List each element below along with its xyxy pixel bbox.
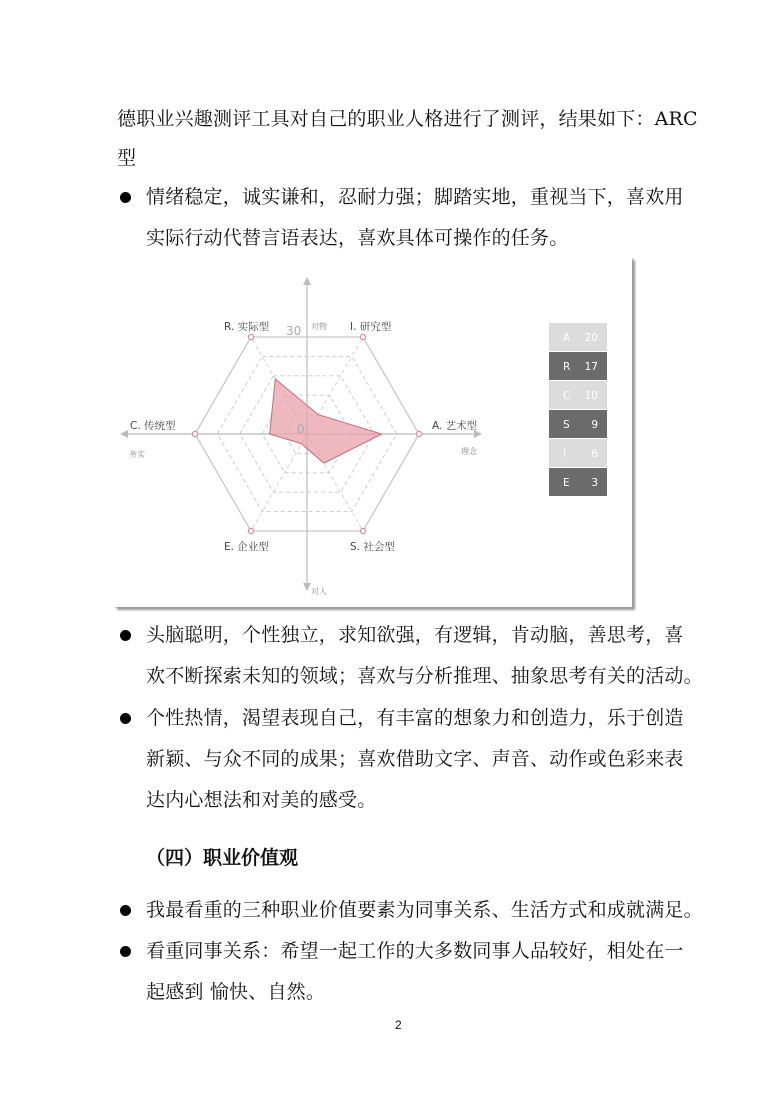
vertex-dot-C (192, 431, 197, 436)
score-cell (549, 468, 607, 496)
vertex-dot-E (248, 528, 253, 533)
axis-bottom-label: 对人 (311, 587, 327, 596)
bullet-1-line-2: 实际行动代替言语表达，喜欢具体可操作的任务。 (146, 227, 569, 249)
arrow-down-icon (303, 583, 311, 591)
score-value: 3 (591, 477, 598, 489)
arrow-up-icon (303, 277, 311, 285)
bullet-dot (120, 905, 131, 916)
bullet-dot (120, 630, 131, 641)
arrow-left-icon (120, 430, 128, 438)
section-heading: （四）职业价值观 (146, 847, 299, 869)
vertex-label-enterprising: E. 企业型 (224, 541, 269, 553)
axis-right-label: 理念 (461, 447, 477, 456)
score-code: I (563, 448, 567, 460)
vertex-label-investigative: I. 研究型 (350, 321, 392, 333)
score-cell (549, 381, 607, 409)
score-cell (549, 323, 607, 351)
bullet-2-line-1: 头脑聪明，个性独立，求知欲强，有逻辑，肯动脑，善思考，喜 (146, 624, 684, 646)
bullet-3-line-2: 新颖、与众不同的成果；喜欢借助文字、声音、动作或色彩来表 (146, 748, 684, 770)
score-value: 20 (584, 332, 598, 344)
score-list (549, 323, 607, 496)
score-code: C (563, 390, 571, 402)
score-code: E (563, 477, 570, 489)
radar-spoke (251, 434, 307, 531)
bullet-5-line-1: 看重同事关系：希望一起工作的大多数同事人品较好，相处在一 (146, 940, 684, 962)
page-number: 2 (395, 1018, 402, 1032)
vertex-dot-S (360, 528, 365, 533)
bullet-dot (120, 713, 131, 724)
bullet-5-line-2: 起感到 愉快、自然。 (146, 981, 326, 1003)
vertex-label-conventional: C. 传统型 (130, 420, 176, 432)
score-code: S (563, 419, 570, 431)
scale-max-label: 30 (286, 324, 302, 338)
axis-top-label: 对物 (311, 322, 327, 331)
radar-data-polygon (270, 379, 382, 463)
bullet-3-line-3: 达内心想法和对美的感受。 (146, 789, 377, 811)
bullet-dot (120, 946, 131, 957)
score-cell (549, 352, 607, 380)
bullet-4-line-1: 我最看重的三种职业价值要素为同事关系、生活方式和成就满足。 (146, 899, 703, 921)
intro-line-2: 型 (117, 147, 137, 169)
score-value: 17 (584, 361, 598, 373)
vertex-dot-A (416, 431, 421, 436)
scale-zero-label: 0 (297, 422, 305, 436)
score-cell (549, 439, 607, 467)
bullet-3-line-1: 个性热情，渴望表现自己，有丰富的想象力和创造力，乐于创造 (146, 707, 684, 729)
axis-left-label: 务实 (129, 450, 145, 459)
vertex-label-realistic: R. 实际型 (224, 321, 270, 333)
score-code: R (563, 361, 571, 373)
holland-radar-chart (114, 257, 632, 607)
score-cell (549, 410, 607, 438)
score-value: 6 (591, 448, 598, 460)
vertex-label-social: S. 社会型 (350, 541, 395, 553)
radar-svg (114, 257, 632, 607)
score-code: A (563, 332, 571, 344)
bullet-dot (120, 192, 131, 203)
score-value: 10 (584, 390, 598, 402)
vertex-label-artistic: A. 艺术型 (432, 420, 478, 432)
intro-line-1: 德职业兴趣测评工具对自己的职业人格进行了测评，结果如下：ARC (117, 108, 698, 130)
bullet-1-line-1: 情绪稳定，诚实谦和，忍耐力强；脚踏实地，重视当下，喜欢用 (146, 186, 684, 208)
score-value: 9 (591, 419, 598, 431)
vertex-dot-R (248, 334, 253, 339)
bullet-2-line-2: 欢不断探索未知的领域；喜欢与分析推理、抽象思考有关的活动。 (146, 665, 703, 687)
vertex-dot-I (360, 334, 365, 339)
